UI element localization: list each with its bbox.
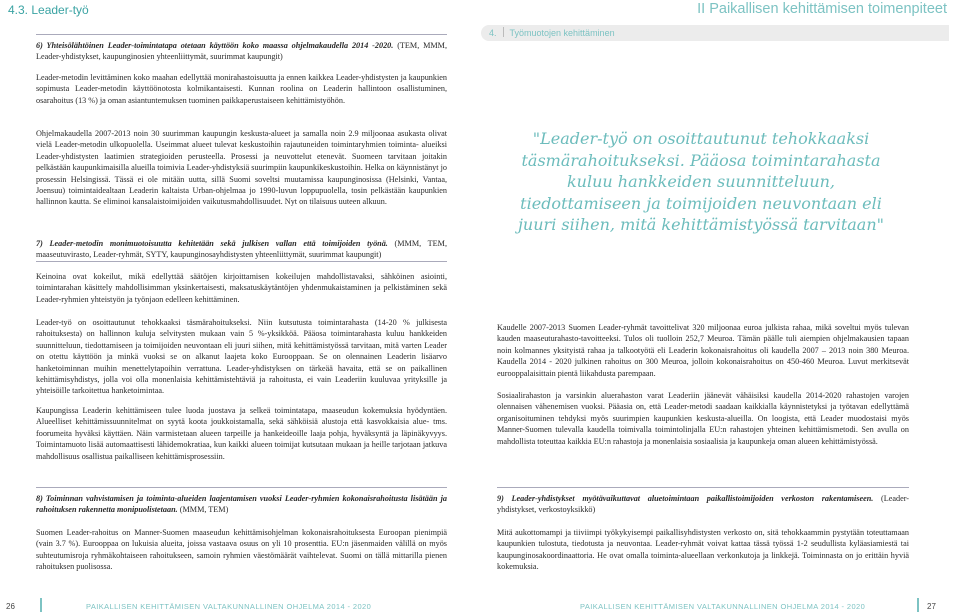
item-9-heading: [497, 493, 909, 516]
item-9-heading-bold: 9) Leader-yhdistykset myötävaikuttavat aluetoimintaan paikallistoimijoiden verkoston rakentamiseen.: [497, 494, 874, 503]
top-rule-left: [36, 34, 447, 35]
rule-item-9: [497, 487, 909, 488]
right-paragraph-1: Kaudelle 2007-2013 Suomen Leader-ryhmät tavoittelivat 320 miljoonaa euroa julkista rahaa, mikä soveltui myös tulevan kauden maaseuturahasto-tavoitteeksi. Tulos oli tuolloin 252,7 Meuroa. Tämän päälle tuli aiempien ohjelmakausien tapaan noin kolmannes yksityistä rahaa ja talkootyötä eli Leaderin kokonaisrahoitus oli kaudella 2007 – 2013 noin 380 Meuroa. Kaudella 2014 - 2020 julkinen rahoitus on 300 Meuroa, jolloin kokonaisrahoitus on 450-460 Meuroa. Luvut merkitsevät eurooppalaisittain pientä liikahdusta parempaan.: [497, 323, 909, 378]
right-page-number: 27: [927, 602, 936, 611]
pull-quote: "Leader-työ on osoittautunut tehokkaaksi täsmärahoitukseksi. Pääosa toimintarahasta kuluu hankkeiden suunnitteluun, tiedottamiseen ja toimijoiden neuvontaan eli juuri siihen, mitä kehittämistyössä tarvitaan": [517, 129, 885, 234]
item-7-paragraph-3: Kaupungissa Leaderin kehittämiseen tulee luoda juostava ja selkeä toimintatapa, maaseudun kokemuksia hyödyntäen. Alueelliset kehittämissuunnitelmat on syytä koota joukkoistamalla, sekä sähköisiä alustoja että kasvokkaisia alue- tms. foorumeita hyväksi käyttäen. Näin varmistetaan alueen tarpeille ja hankeideoille laaja pohja, hyväksyntä ja läpinäkyvyys. Toimintamuoto lisää automaattisesti lähidemokratiaa, kun kaikki alueen toimijat kutsutaan mukaan ja heille tarjotaan jatkuva mahdollisuus osallistua paikalliseen kehittämisprosessiin.: [36, 406, 447, 461]
left-footer-title: PAIKALLISEN KEHITTÄMISEN VALTAKUNNALLINEN OHJELMA 2014 - 2020: [86, 602, 372, 611]
badge-label: Työmuotojen kehittäminen: [509, 28, 615, 38]
item-8-paragraph: Suomen Leader-rahoitus on Manner-Suomen maaseudun kehittämisohjelman kokonaisrahoituksesta Euroopan pienimpiä (vain 3.7 %). Eurooppaa on lukuisia alueita, joissa vastaava osuus on yli 10 prosenttia. EU:n jäsenmaiden välillä on myös suhteutumisroja ryhmäkohtaiseen rahoitukseen, samoin ryhmien väestömäärät vaihtelevat. Suomi on tällä mittarilla pienen rahoituksen puolisossa.: [36, 528, 447, 572]
badge-separator: [503, 27, 504, 37]
badge-number: 4.: [489, 28, 497, 38]
section-title: 4.3. Leader-työ: [8, 3, 89, 17]
rule-item-7: [36, 261, 447, 262]
right-paragraph-2: Sosiaalirahaston ja varsinkin aluerahaston varat Leaderiin jäänevät vähäisiksi kaudella 2014-2020 rahastojen varojen olennaisen vähenemisen vuoksi. Pääasia on, että Leader-metodi saadaan kaikkialla käynnistetyksi ja työtavan edellyttämä organisoituminen tehdyksi myös suurimpien kaupunkien keskusta-alueilla. On loogista, että Leader muodostaisi myös Manner-Suomen tulevalla kaudella toimivalla toimintolinjalla EU:n rahastojen yhteinen kehittämismetodi. Sen avulla on mahdollista toteuttaa kaikkia EU:n rahastoja ja monenlaisia sosiaalisia ja kaupunkeja oman alueen kehittämistyössä.: [497, 391, 909, 446]
item-6-paragraph-2: Ohjelmakaudella 2007-2013 noin 30 suurimman kaupungin keskusta-alueet ja samalla noin 2.9 miljoonaa asukasta olivat vielä Leader-metodin ulkopuolella. Useimmat alueet tulevat keskustoihin rajautuneiden toimintaryhmien toiminta- alueiksi Leader-yhdistysten laatimien strategioiden perusteella. Prosessi ja neuvottelut etenevät. Suomeen tarvitaan joitakin pelkästään kaupunkimaisilla alueilla toimivia Leader-yhdistyksiä suurimpiin kaupunkikeskustoihin. Helka on käynnistänyt jo prosessin Helsingissä. Tässä ei ole mitään uutta, sillä Suomi soveltsi muutamissa kaupunginosissa (Helsinki, Vantaa, Joensuu) toimintaidealtaan Leaderin kaltaista Urban-ohjelmaa jo 1990-luvun loppupuolella, tosin pelkästään kaupunkien hallinnon kautta. Se eliminoi kansalaistoimijoiden vaikutusmahdollisuudet. Nyt on tilaisuus uuteen alkuun.: [36, 129, 447, 207]
item-8-heading-rest: (MMM, TEM): [177, 505, 229, 515]
item-7-heading: [36, 238, 447, 261]
item-6-paragraph-1: Leader-metodin levittäminen koko maahan edellyttää monirahastoisuutta ja ennen kaikkea Leader-yhdistysten ja kaupunkien sopimusta Leader-metodin käyttöönotosta kolmikantaisesti. Kunnan roolina on Leaderin hallintoon osallistuminen, osarahoitus (13 %) ja oman asiantuntemuksen tuominen paikkaperustaiseen kehittämistyöhön.: [36, 73, 447, 105]
item-7-heading-bold: 7) Leader-metodin monimuotoisuutta kehitetään sekä julkisen vallan että toimijoiden työnä.: [36, 239, 388, 248]
part-title: II Paikallisen kehittämisen toimenpiteet: [697, 1, 947, 17]
item-6-heading-bold: 6) Yhteisölähtöinen Leader-toimintatapa otetaan käyttöön koko maassa ohjelmakaudella 2014 -2020.: [36, 41, 394, 50]
item-9-heading-rest: (Leader-yhdistykset, verkostoyksikkö): [497, 494, 910, 515]
item-6-heading-rest: (TEM, MMM, Leader-yhdistykset, kaupunginosien yhteenliittymät, suurimmat kaupungit): [36, 41, 447, 62]
item-8-heading-bold: 8) Toiminnan vahvistamisen ja toiminta-alueiden laajentamisen vuoksi Leader-ryhmien kokonaisrahoitusta lisätään ja rahoituksen rakennetta monipuolistetaan.: [36, 494, 447, 515]
item-7-paragraph-2: Leader-työ on osoittautunut tehokkaaksi täsmärahoitukseksi. Niin kutsutusta toimintarahasta (14-20 % julkisesta rahoituksesta) on hallinnon kuluja selvitysten mukaan vain 5 %-yksikköä. Pääosa toimintarahasta kuluu hankkeiden suunnitteluun, tiedottamiseen ja toimijoiden neuvontaan eli juuri siihen, mitä kehittämistyössä tarvitaan, mitä varten Leader on otettu käyttöön ja minkä vuoksi se on alkanut laajeta koko Eurooppaan. Se on olennainen Leaderin lisäarvo hanketoiminnan muihin menettelytapoihin verrattuna. Leader-yhdistyksen on tärkeää havaita, että se on paikallinen kehittämisyhdistys, jolla voi olla monenlaisia kehittämistehtäviä ja rahoitusta, ei vain Leaderiin kuuluvaa yrityksille ja yhteisöille tarkoitettua hanketoimintaa.: [36, 318, 447, 396]
section-badge: [481, 25, 949, 41]
item-7-heading-rest: (MMM, TEM, maaseutuvirasto, Leader-ryhmät, SYTY, kaupunginosayhdistysten yhteenliittymät, suurimmat kaupungit): [36, 239, 447, 260]
item-8-heading: [36, 493, 447, 516]
right-footer-title: PAIKALLISEN KEHITTÄMISEN VALTAKUNNALLINEN OHJELMA 2014 - 2020: [580, 602, 866, 611]
item-6-heading: [36, 40, 447, 63]
item-7-paragraph-1: Keinoina ovat kokeilut, mikä edellyttää säätöjen kirjoittamisen kokeilujen mahdollistavaksi, sähköinen asiointi, toimintarahan käsittely mahdollisimman yksinkertaisesti, maksatuskäytäntöjen yhdenmukaistaminen ja pelkistäminen sekä Leader-ryhmien yhteistyön ja työnjaon edelleen kehittäminen.: [36, 272, 447, 304]
left-page-number: 26: [6, 602, 15, 611]
item-9-paragraph: Mitä aukottomampi ja tiiviimpi työkykyisempi paikallisyhdistysten verkosto on, sitä tehokkaammin pystytään toteuttamaan kaupunkien tulostuta, tiedotusta ja neuvontaa. Leader-ryhmät voivat kattaa tässä työssä 1-2 seudullista kyläasiamiestä tai kaupunginosakoordinaattoria. He ovat omalla toiminta-alueellaan verkonkutoja ja linkkejä. Toiminnasta on jo erittäin hyviä kokemuksia.: [497, 528, 909, 572]
right-footer-bar: [917, 598, 919, 612]
left-footer-bar: [40, 598, 42, 612]
rule-item-8: [36, 487, 447, 488]
